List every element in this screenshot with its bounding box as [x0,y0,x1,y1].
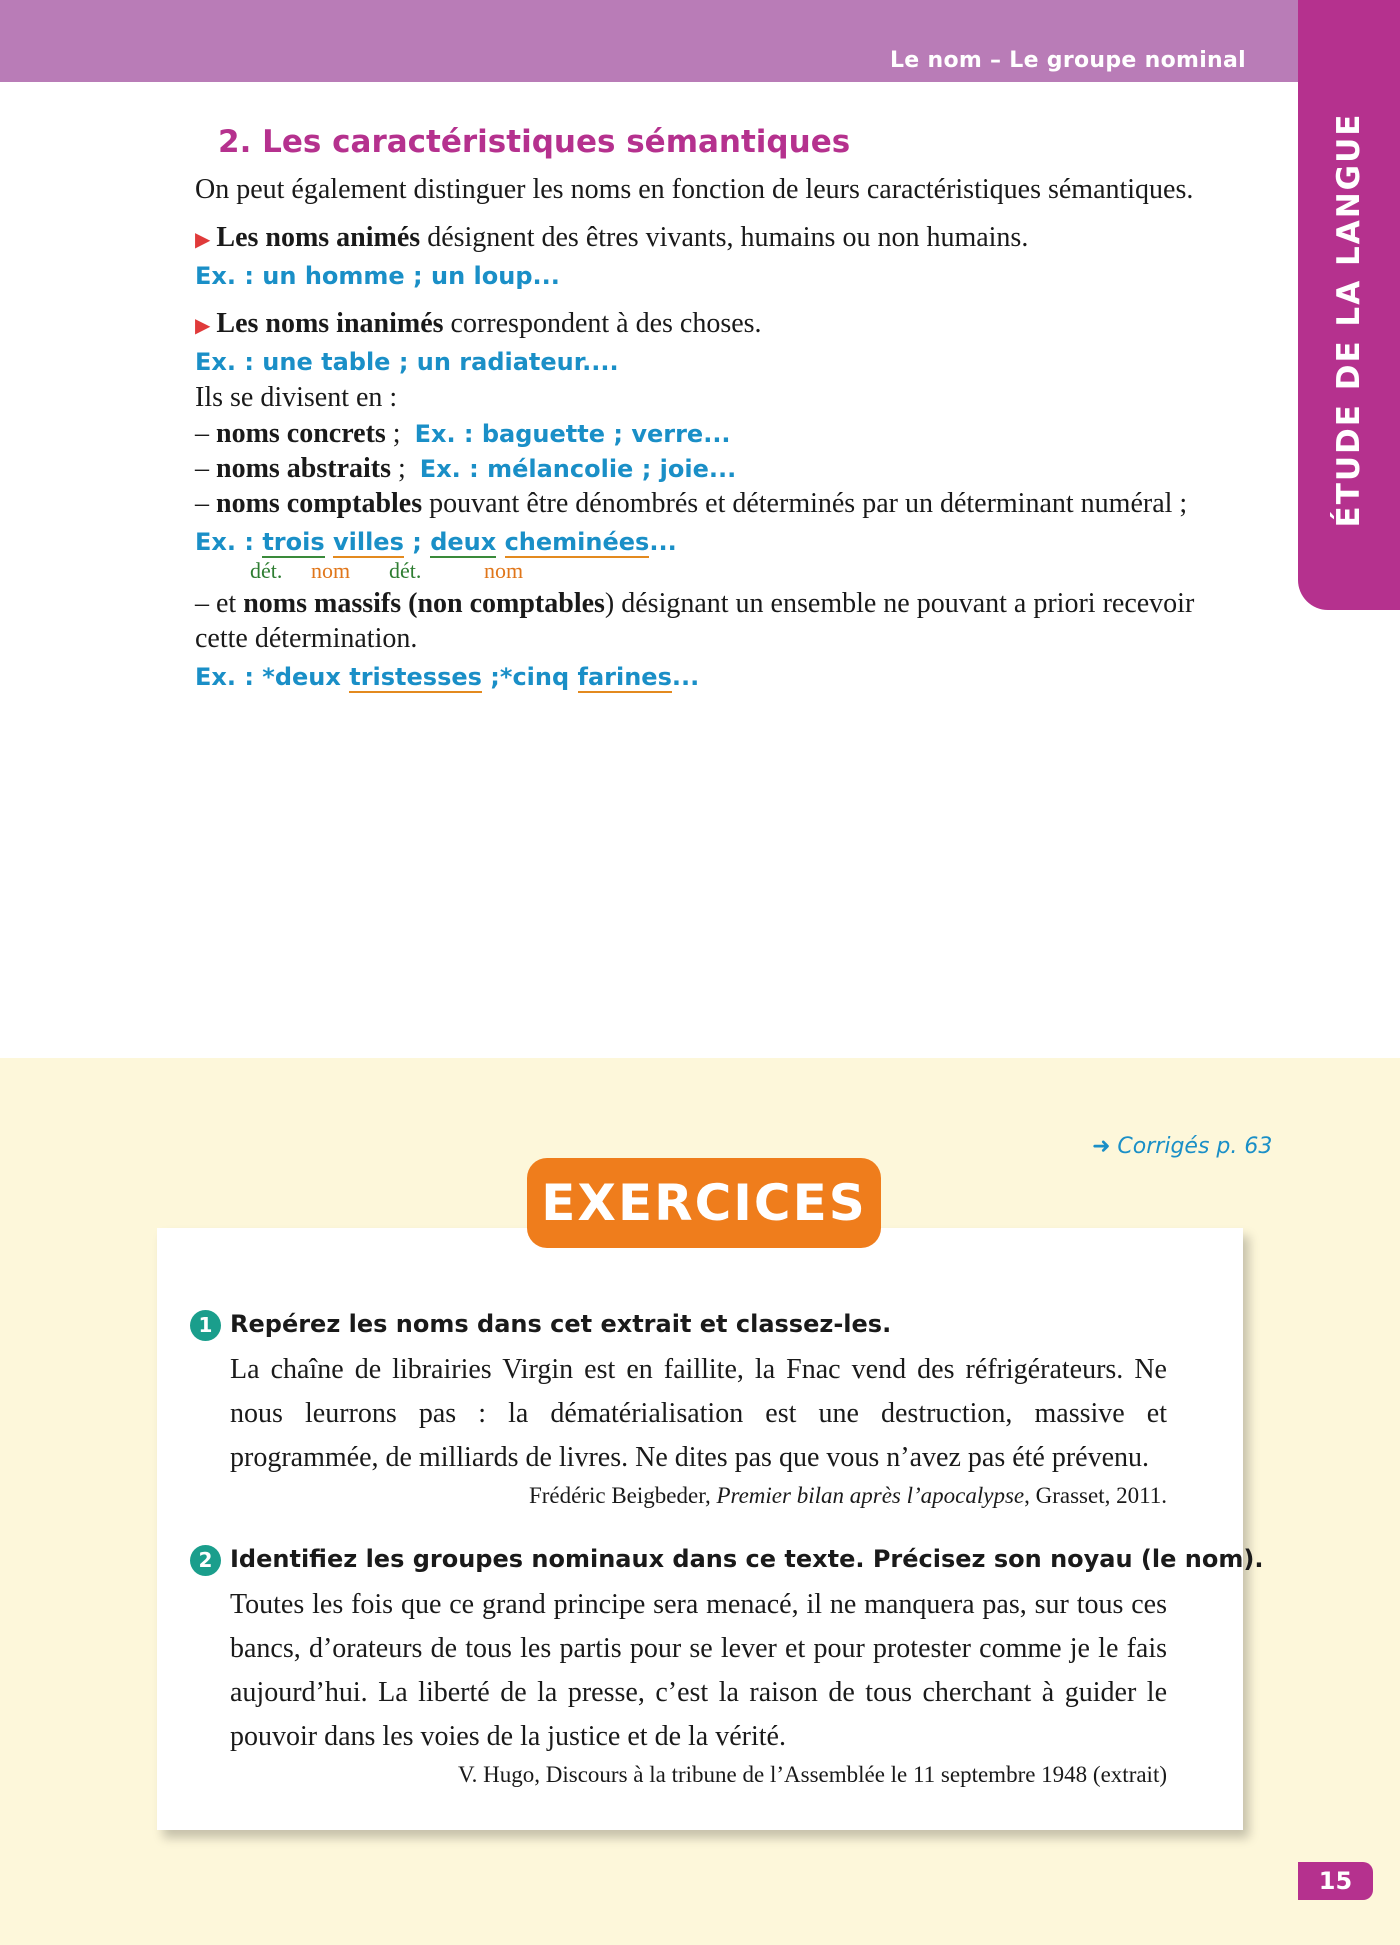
abstraits-line [195,453,736,485]
example-word-trois: trois [262,528,325,556]
example-word-farines: farines [577,663,672,691]
comptables-line [195,488,1187,520]
concrets-sep: ; [385,418,401,449]
side-tab-label: ÉTUDE DE LA LANGUE [1331,112,1367,528]
massifs-ex-prefix: Ex. : *deux [195,663,350,691]
label-det: dét. [250,558,283,583]
massifs-line-2: cette détermination. [195,623,418,654]
massifs-term: noms massifs (non comptables [243,588,605,619]
massifs-prefix: – et [195,588,244,619]
animes-line [195,222,1028,254]
abstraits-sep: ; [391,453,406,484]
exercise-2-source: V. Hugo, Discours à la tribune de l’Assemblée le 11 septembre 1948 (extrait) [458,1762,1167,1787]
section-title: 2. Les caractéristiques sémantiques [218,124,851,160]
animes-text: désignent des êtres vivants, humains ou non humains. [420,222,1029,253]
source-title: Premier bilan après l’apocalypse [716,1483,1025,1508]
divide-intro: Ils se divisent en : [195,382,398,413]
inanimes-line [195,308,762,340]
massifs-term-close: ) [604,588,615,619]
example-word-villes: villes [332,528,404,556]
massifs-text: désignant un ensemble ne pouvant a priori recevoir [614,588,1195,619]
massifs-ex-tail: ... [671,663,700,691]
concrets-line [195,418,731,450]
example-word-deux: deux [430,528,497,556]
inanimes-example: Ex. : une table ; un radiateur.... [195,348,619,376]
comptables-ex-prefix: Ex. : [195,528,263,556]
concrets-example: Ex. : baguette ; verre... [414,420,731,448]
side-tab [1298,0,1400,610]
exercise-2-instruction: Identifiez les groupes nominaux dans ce texte. Précisez son noyau (le nom). [230,1545,1264,1573]
animes-example: Ex. : un homme ; un loup... [195,262,560,290]
comptables-term: noms comptables [216,488,423,519]
abstraits-term: noms abstraits [216,453,392,484]
comptables-dash: – [195,488,216,519]
exercise-1-text: La chaîne de librairies Virgin est en faillite, la Fnac vend des réfrigérateurs. Ne nous leurrons pas : la dématérialisation est une destruction, massive et programmée, de milliards de livres. Ne dites pas que vous n’avez pas été prévenu. [230,1354,1167,1473]
comptables-ex-tail: ... [649,528,677,556]
concrets-term: noms concrets [216,418,386,449]
corriges-link[interactable]: ➜ Corrigés p. 63 [1092,1134,1273,1159]
label-det: dét. [389,558,422,583]
massifs-ex-mid: ;*cinq [481,663,578,691]
exercise-number-badge: 1 [190,1310,221,1341]
example-word-tristesses: tristesses [349,663,482,691]
massifs-line [195,588,1194,620]
comptables-text: pouvant être dénombrés et déterminés par un déterminant numéral ; [422,488,1188,519]
page-number: 15 [1298,1862,1373,1900]
source-author: Frédéric Beigbeder, [528,1483,717,1508]
inanimes-term: Les noms inanimés [216,308,444,339]
intro-text: On peut également distinguer les noms en fonction de leurs caractéristiques sémantiques. [195,174,1194,205]
source-rest: , Grasset, 2011. [1024,1483,1167,1508]
header-band [0,0,1298,82]
triangle-bullet-icon: ▶ [195,315,211,337]
comptables-ex-sep: ; [403,528,431,556]
label-nom: nom [311,558,351,583]
comptables-example [195,528,677,556]
example-word-cheminees: cheminées [504,528,650,556]
triangle-bullet-icon: ▶ [195,229,211,251]
exercise-number-badge: 2 [190,1545,221,1576]
concrets-dash: – [195,418,216,449]
inanimes-text: correspondent à des choses. [443,308,762,339]
exercise-1-source [529,1483,1167,1509]
exercices-badge: EXERCICES [527,1158,881,1248]
exercise-1-instruction: Repérez les noms dans cet extrait et classez-les. [230,1310,892,1338]
abstraits-dash: – [195,453,216,484]
header-title: Le nom – Le groupe nominal [889,48,1246,73]
label-nom: nom [484,558,524,583]
animes-term: Les noms animés [216,222,421,253]
abstraits-example: Ex. : mélancolie ; joie... [419,455,737,483]
exercise-2-text: Toutes les fois que ce grand principe sera menacé, il ne manquera pas, sur tous ces bancs, d’orateurs de tous les partis pour se lever et pour protester comme je le fais aujourd’hui. La liberté de la presse, c’est la raison de tous cherchant à guider le pouvoir dans les voies de la justice et de la vérité. [230,1589,1167,1752]
massifs-example [195,663,699,691]
